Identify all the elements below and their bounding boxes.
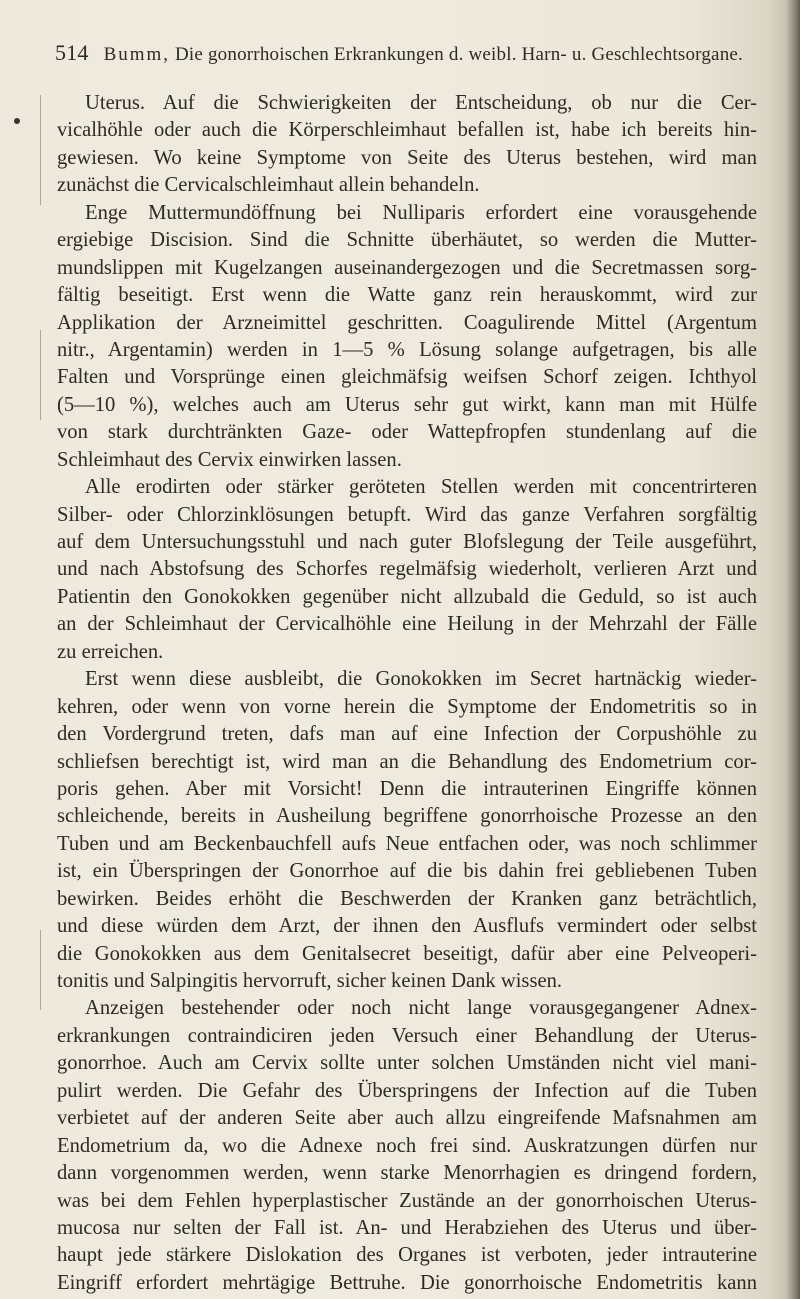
text-line: fältig beseitigt. Erst wenn die Watte ganz rein herauskommt, wird zur [57, 284, 757, 307]
text-line: Enge Muttermundöffnung bei Nulliparis erfordert eine vorausgehende [85, 201, 757, 224]
text-line: nitr., Argentamin) werden in 1—5 % Lösung solange aufgetragen, bis alle [57, 338, 757, 361]
text-line: (5—10 %), welches auch am Uterus sehr gut wirkt, kann man mit Hülfe [57, 393, 757, 416]
header-author: Bumm, [103, 44, 171, 65]
text-line: dann vorgenommen werden, wenn starke Menorrhagien es dringend fordern, [57, 1162, 757, 1185]
text-line: Patientin den Gonokokken gegenüber nicht allzubald die Geduld, so ist auch [57, 585, 757, 608]
text-line: gonorrhoe. Auch am Cervix sollte unter solchen Umständen nicht viel mani- [57, 1052, 757, 1075]
text-line: Endometrium da, wo die Adnexe noch frei sind. Auskratzungen dürfen nur [57, 1134, 757, 1157]
margin-pencil-line [40, 330, 41, 420]
text-line: mundslippen mit Kugelzangen auseinandergezogen und die Secretmassen sorg- [57, 256, 757, 279]
text-line: pulirt werden. Die Gefahr des Überspringens der Infection auf die Tuben [57, 1079, 757, 1102]
text-line: Silber- oder Chlorzinklösungen betupft. Wird das ganze Verfahren sorgfältig [57, 503, 757, 526]
text-line: Tuben und am Beckenbauchfell aufs Neue entfachen oder, was noch schlimmer [57, 832, 757, 855]
text-line: erkrankungen contraindiciren jeden Versuch einer Behandlung der Uterus- [57, 1024, 757, 1047]
margin-dot-mark [14, 118, 20, 124]
text-line: ist, ein Überspringen der Gonorrhoe auf die bis dahin frei gebliebenen Tuben [57, 860, 757, 883]
text-line: auf dem Untersuchungsstuhl und nach guter Blofslegung der Teile ausgeführt, [57, 531, 757, 553]
header-title: Die gonorrhoischen Erkrankungen d. weibl. Harn- u. Geschlechtsorgane. [175, 44, 743, 65]
text-line: Applikation der Arzneimittel geschritten. Coagulirende Mittel (Argentum [57, 311, 757, 334]
text-line: kehren, oder wenn von vorne herein die Symptome der Endometritis so in [57, 695, 757, 718]
text-line: zu erreichen. [57, 640, 164, 663]
text-line: zunächst die Cervicalschleimhaut allein behandeln. [57, 174, 480, 197]
text-line: bewirken. Beides erhöht die Beschwerden der Kranken ganz beträchtlich, [57, 887, 757, 910]
body-text [57, 90, 757, 1297]
text-line: verbietet auf der anderen Seite aber auch allzu eingreifende Mafsnahmen am [57, 1107, 757, 1130]
text-line: gewiesen. Wo keine Symptome von Seite des Uterus bestehen, wird man [57, 146, 757, 169]
text-line: mucosa nur selten der Fall ist. An- und Herabziehen des Uterus und über- [57, 1216, 757, 1239]
text-line: Alle erodirten oder stärker geröteten Stellen werden mit concentrirteren [85, 476, 757, 499]
text-line: tonitis und Salpingitis hervorruft, sicher keinen Dank wissen. [57, 970, 563, 992]
page-binding-shadow [786, 0, 800, 1299]
text-line: Falten und Vorsprünge einen gleichmäfsig weifsen Schorf zeigen. Ichthyol [57, 366, 757, 389]
text-line: haupt jede stärkere Dislokation des Organes ist verboten, jeder intrauterine [57, 1244, 757, 1267]
margin-pencil-line [40, 95, 41, 205]
text-line: und nach Abstofsung des Schorfes regelmäfsig wiederholt, verlieren Arzt und [57, 558, 757, 581]
text-line: den Vordergrund treten, dafs man auf eine Infection der Corpushöhle zu [57, 723, 757, 746]
page-number: 514 [55, 40, 89, 65]
text-line: die Gonokokken aus dem Genitalsecret beseitigt, dafür aber eine Pelveoperi- [57, 942, 757, 965]
text-line: schleichende, bereits in Ausheilung begriffene gonorrhoische Prozesse an den [57, 805, 757, 828]
text-line: ergiebige Discision. Sind die Schnitte überhäutet, so werden die Mutter- [57, 229, 757, 252]
running-header [55, 40, 755, 66]
text-line: Schleimhaut des Cervix einwirken lassen. [57, 448, 402, 471]
text-line: Anzeigen bestehender oder noch nicht lange vorausgegangener Adnex- [85, 997, 757, 1020]
margin-pencil-line [40, 930, 41, 1010]
text-line: von stark durchtränkten Gaze- oder Wattepfropfen stundenlang auf die [57, 421, 757, 444]
text-line: Uterus. Auf die Schwierigkeiten der Entscheidung, ob nur die Cer- [85, 92, 757, 114]
text-line: poris gehen. Aber mit Vorsicht! Denn die intrauterinen Eingriffe können [57, 777, 757, 800]
text-line: schliefsen berechtigt ist, wird man an die Behandlung des Endometrium cor- [57, 750, 757, 773]
text-line: was bei dem Fehlen hyperplastischer Zustände an der gonorrhoischen Uterus- [57, 1189, 757, 1212]
text-line: an der Schleimhaut der Cervicalhöhle eine Heilung in der Mehrzahl der Fälle [57, 613, 757, 636]
text-line: Eingriff erfordert mehrtägige Bettruhe. Die gonorrhoische Endometritis kann [57, 1271, 757, 1294]
text-line: Erst wenn diese ausbleibt, die Gonokokken im Secret hartnäckig wieder- [85, 668, 757, 691]
text-line: vicalhöhle oder auch die Körperschleimhaut befallen ist, habe ich bereits hin- [57, 119, 757, 142]
text-line: und diese würden dem Arzt, der ihnen den Ausflufs vermindert oder selbst [57, 915, 757, 938]
